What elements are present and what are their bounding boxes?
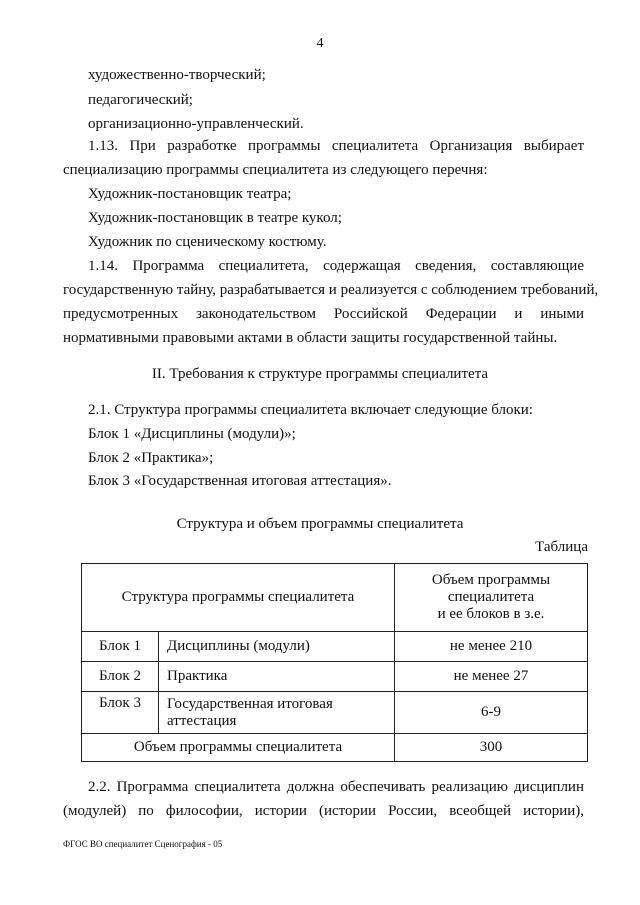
page-number: 4 bbox=[316, 36, 324, 51]
name-cell-line: Государственная итоговая bbox=[167, 695, 333, 712]
header-structure: Структура программы специалитета bbox=[82, 564, 395, 632]
volume-cell: 6-9 bbox=[395, 692, 588, 734]
list-item: педагогический; bbox=[88, 92, 193, 108]
block-item: Блок 1 «Дисциплины (модули)»; bbox=[88, 426, 296, 442]
header-volume-line: и ее блоков в з.е. bbox=[437, 606, 545, 622]
footer-note: ФГОС ВО специалитет Сценография - 05 bbox=[63, 839, 223, 849]
volume-cell: не менее 210 bbox=[395, 632, 588, 662]
specialization-item: Художник-постановщик театра; bbox=[88, 186, 292, 202]
volume-cell: не менее 27 bbox=[395, 662, 588, 692]
total-value-cell: 300 bbox=[395, 734, 588, 762]
name-cell bbox=[159, 692, 395, 734]
table-row bbox=[82, 662, 588, 692]
paragraph-1-14-line: предусмотренных законодательством Российской Федерации и иными bbox=[63, 306, 584, 322]
paragraph-2-2-line: 2.2. Программа специалитета должна обеспечивать реализацию дисциплин bbox=[88, 779, 584, 795]
table-total-row bbox=[82, 734, 588, 762]
header-volume bbox=[395, 564, 588, 632]
paragraph-2-2-line: (модулей) по философии, истории (истории России, всеобщей истории), bbox=[63, 803, 584, 819]
list-item: художественно-творческий; bbox=[88, 67, 266, 83]
specialization-item: Художник-постановщик в театре кукол; bbox=[88, 210, 342, 226]
block-item: Блок 3 «Государственная итоговая аттестация». bbox=[88, 473, 392, 489]
paragraph-1-14-line: государственную тайну, разрабатывается и реализуется с соблюдением требований, bbox=[63, 282, 599, 298]
paragraph-2-1: 2.1. Структура программы специалитета включает следующие блоки: bbox=[88, 402, 533, 418]
header-volume-line: Объем программы bbox=[431, 572, 551, 588]
structure-table bbox=[81, 563, 588, 762]
name-cell: Дисциплины (модули) bbox=[159, 632, 395, 662]
paragraph-1-13-line: 1.13. При разработке программы специалитета Организация выбирает bbox=[88, 138, 584, 154]
specialization-item: Художник по сценическому костюму. bbox=[88, 234, 327, 250]
block-cell: Блок 2 bbox=[82, 662, 159, 692]
paragraph-1-14-line: нормативными правовыми актами в области защиты государственной тайны. bbox=[63, 330, 558, 346]
table-header-row bbox=[82, 564, 588, 632]
table-row bbox=[82, 632, 588, 662]
paragraph-1-13-line: специализацию программы специалитета из следующего перечня: bbox=[63, 162, 488, 178]
name-cell-line: аттестация bbox=[167, 712, 237, 729]
block-item: Блок 2 «Практика»; bbox=[88, 450, 214, 466]
block-cell: Блок 3 bbox=[82, 692, 159, 734]
block-cell: Блок 1 bbox=[82, 632, 159, 662]
table-label: Таблица bbox=[535, 539, 588, 555]
total-label-cell: Объем программы специалитета bbox=[82, 734, 395, 762]
list-item: организационно-управленческий. bbox=[88, 116, 304, 132]
section-title: II. Требования к структуре программы специалитета bbox=[151, 366, 489, 382]
table-row bbox=[82, 692, 588, 734]
paragraph-1-14-line: 1.14. Программа специалитета, содержащая сведения, составляющие bbox=[88, 258, 584, 274]
header-volume-line: специалитета bbox=[447, 589, 535, 605]
table-caption: Структура и объем программы специалитета bbox=[176, 516, 464, 532]
name-cell: Практика bbox=[159, 662, 395, 692]
